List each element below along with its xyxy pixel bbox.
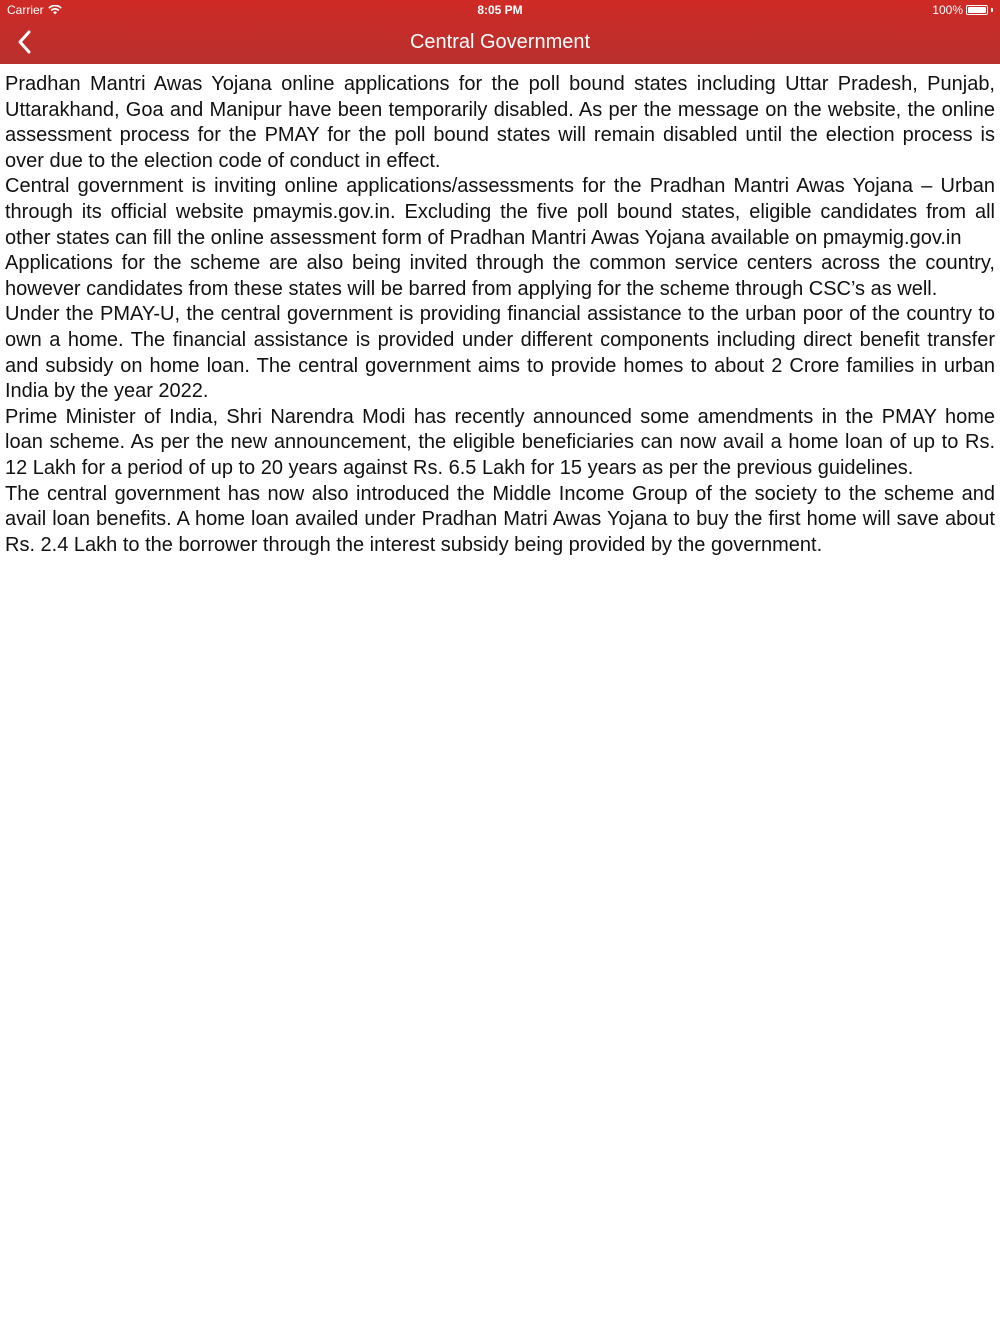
article-body [5,72,995,558]
article-paragraph: Prime Minister of India, Shri Narendra Modi has recently announced some amendments in the PMAY home loan scheme. As per the new announcement, the eligible beneficiaries can now avail a home loan of up to Rs. 12 Lakh for a period of up to 20 years against Rs. 6.5 Lakh for 15 years as per the previous guidelines. [5,405,995,479]
carrier-label: Carrier [7,3,44,17]
battery-level-fill [968,7,986,13]
navigation-bar [0,20,1000,64]
battery-icon [966,5,988,15]
battery-tip [991,8,993,12]
article-paragraph: The central government has now also introduced the Middle Income Group of the society to the scheme and avail loan benefits. A home loan availed under Pradhan Matri Awas Yojana to buy the first home will save about Rs. 2.4 Lakh to the borrower through the interest subsidy being provided by the government. [5,482,995,556]
battery-group [932,3,993,17]
article-paragraph: Under the PMAY-U, the central government is providing financial assistance to the urban poor of the country to own a home. The financial assistance is provided under different components including direct benefit transfer and subsidy on home loan. The central government aims to provide homes to about 2 Crore families in urban India by the year 2022. [5,303,995,403]
status-bar [0,0,1000,20]
battery-percent: 100% [932,3,963,17]
article-paragraph: Applications for the scheme are also being invited through the common service centers across the country, however candidates from these states will be barred from applying for the scheme through CSC’s as well. [5,252,995,300]
page-title: Central Government [409,31,591,53]
status-time: 8:05 PM [477,3,523,17]
app-header [0,0,1000,64]
article-paragraph: Pradhan Mantri Awas Yojana online applications for the poll bound states including Uttar Pradesh, Punjab, Uttarakhand, Goa and Manipur have been temporarily disabled. As per the message on the website, the online assessment process for the PMAY for the poll bound states will remain disabled until the election process is over due to the election code of conduct in effect. [5,73,995,172]
article-paragraph: Central government is inviting online applications/assessments for the Pradhan Mantri Awas Yojana – Urban through its official website pmaymis.gov.in. Excluding the five poll bound states, eligible candidates from all other states can fill the online assessment form of Pradhan Mantri Awas Yojana available on pmaymig.gov.in [5,175,995,249]
